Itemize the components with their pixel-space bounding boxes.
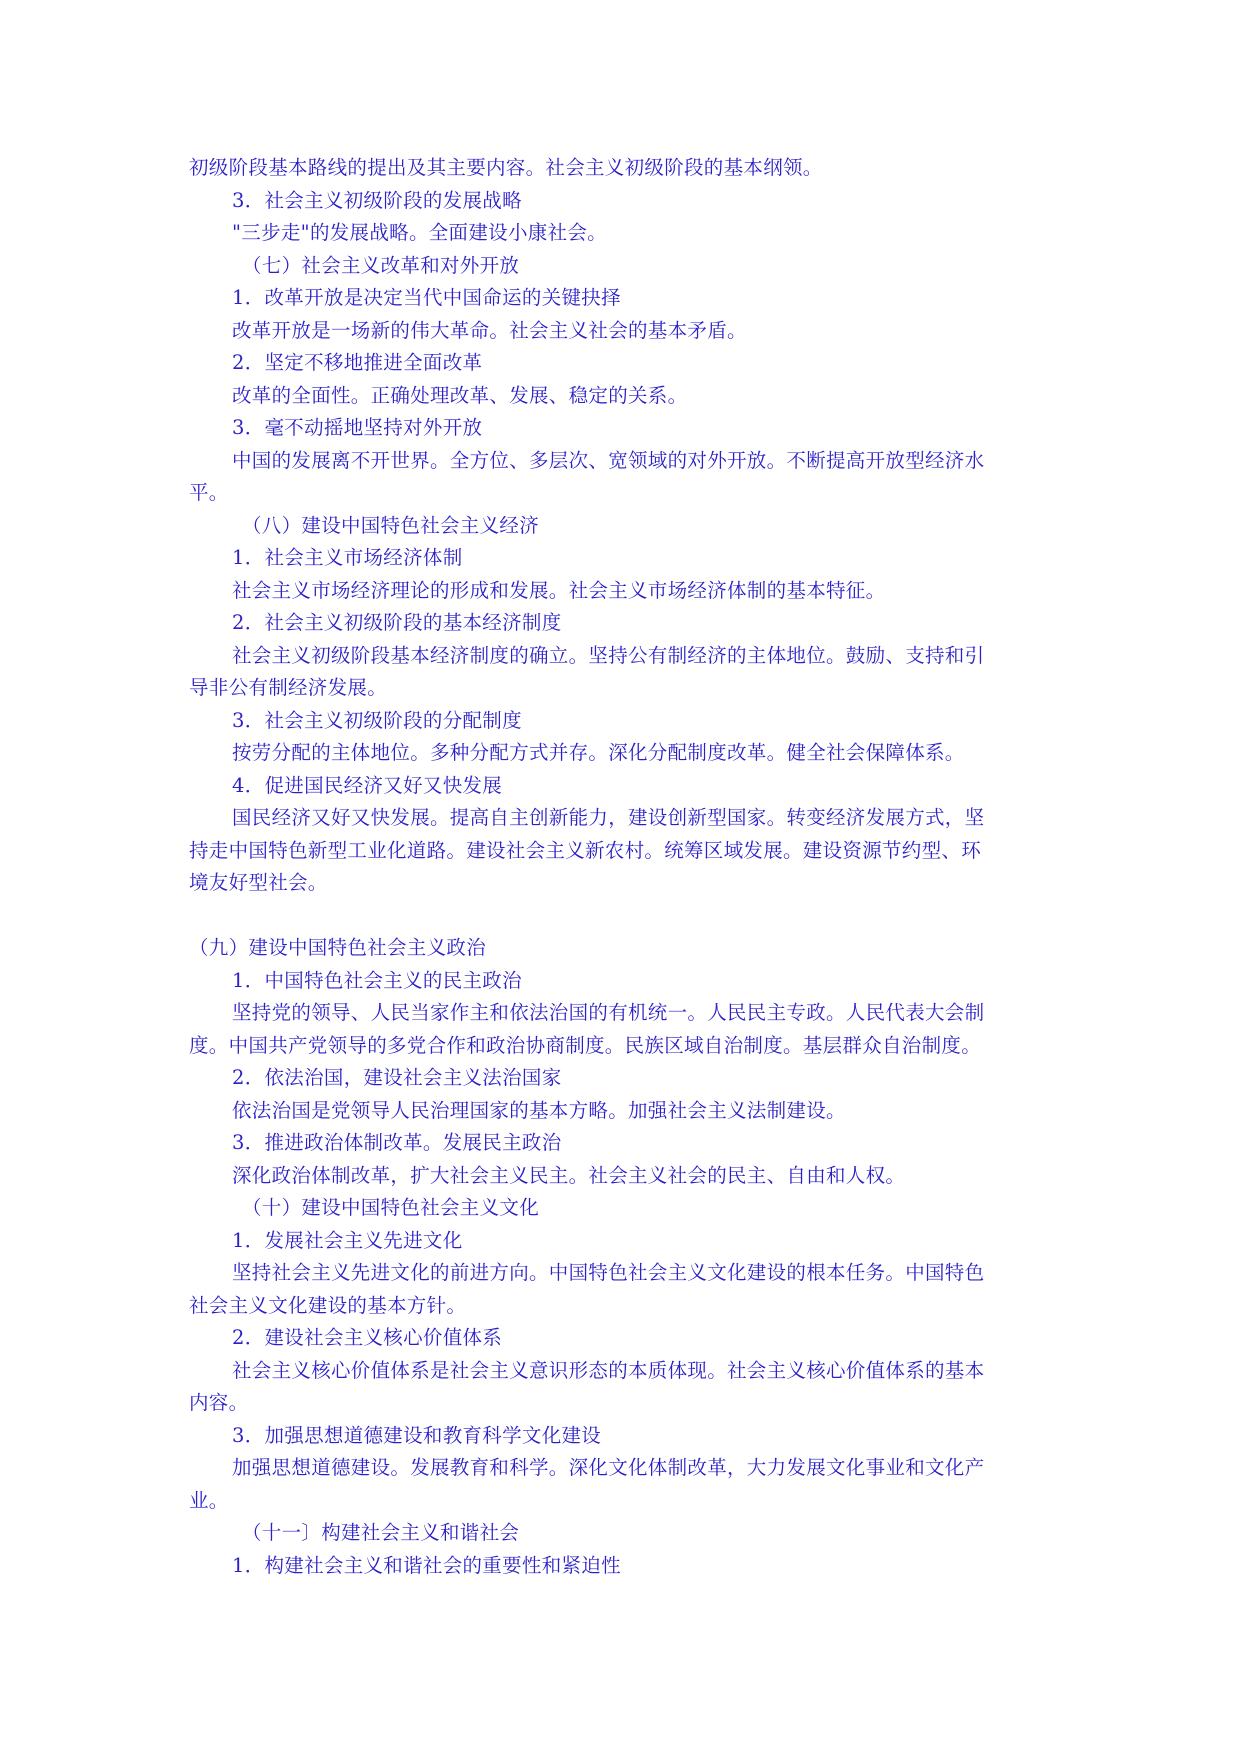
text-line: 国民经济又好又快发展。提高自主创新能力，建设创新型国家。转变经济发展方式，坚 — [232, 806, 985, 829]
text-line: 导非公有制经济发展。 — [189, 676, 388, 699]
text-line: 度。中国共产党领导的多党合作和政治协商制度。民族区域自治制度。基层群众自治制度。 — [189, 1033, 982, 1057]
text-line: "三步走"的发展战略。全面建设小康社会。 — [232, 221, 607, 244]
text-line: （十）建设中国特色社会主义文化 — [242, 1196, 540, 1219]
text-line: （十一〕构建社会主义和谐社会 — [242, 1521, 520, 1544]
blank-line — [189, 900, 1064, 933]
text-line: 1．改革开放是决定当代中国命运的关键抉择 — [232, 286, 621, 309]
text-line: 平。 — [189, 481, 229, 504]
text-line: 社会主义文化建设的基本方针。 — [189, 1293, 467, 1317]
text-line: 初级阶段基本路线的提出及其主要内容。社会主义初级阶段的基本纲领。 — [189, 156, 823, 179]
text-line: 3．社会主义初级阶段的发展战略 — [232, 188, 522, 212]
text-line: 1．中国特色社会主义的民主政治 — [232, 968, 522, 992]
text-line: 3．毫不动摇地坚持对外开放 — [232, 416, 483, 439]
text-line: 2．社会主义初级阶段的基本经济制度 — [232, 611, 562, 634]
text-line: 加强思想道德建设。发展教育和科学。深化文化体制改革，大力发展文化事业和文化产 — [232, 1456, 985, 1479]
text-line: 社会主义初级阶段基本经济制度的确立。坚持公有制经济的主体地位。鼓励、支持和引 — [232, 643, 985, 667]
text-line: （八）建设中国特色社会主义经济 — [242, 513, 540, 537]
document-body — [189, 152, 1064, 1582]
text-line: 3．推进政治体制改革。发展民主政治 — [232, 1131, 562, 1154]
text-line: 社会主义核心价值体系是社会主义意识形态的本质体现。社会主义核心价值体系的基本 — [232, 1358, 985, 1382]
text-line: 坚持党的领导、人民当家作主和依法治国的有机统一。人民民主专政。人民代表大会制 — [232, 1001, 985, 1024]
text-line: 4．促进国民经济又好又快发展 — [232, 773, 503, 797]
text-line: 3．加强思想道德建设和教育科学文化建设 — [232, 1423, 602, 1447]
text-line: 中国的发展离不开世界。全方位、多层次、宽领域的对外开放。不断提高开放型经济水 — [232, 448, 985, 472]
text-line: 改革的全面性。正确处理改革、发展、稳定的关系。 — [232, 383, 688, 407]
text-line: 内容。 — [189, 1391, 249, 1414]
text-line: 3．社会主义初级阶段的分配制度 — [232, 708, 522, 732]
text-line: 深化政治体制改革，扩大社会主义民主。社会主义社会的民主、自由和人权。 — [232, 1163, 906, 1187]
text-line: 业。 — [189, 1488, 229, 1512]
text-line: （七）社会主义改革和对外开放 — [242, 253, 520, 277]
text-line: 改革开放是一场新的伟大革命。社会主义社会的基本矛盾。 — [232, 318, 747, 342]
text-line: 按劳分配的主体地位。多种分配方式并存。深化分配制度改革。健全社会保障体系。 — [232, 741, 965, 764]
text-line: 坚持社会主义先进文化的前进方向。中国特色社会主义文化建设的根本任务。中国特色 — [232, 1261, 985, 1284]
text-line: 1．发展社会主义先进文化 — [232, 1228, 463, 1252]
text-line: 持走中国特色新型工业化道路。建设社会主义新农村。统筹区域发展。建设资源节约型、环 — [189, 838, 982, 862]
text-line: 2．依法治国，建设社会主义法治国家 — [232, 1066, 562, 1089]
text-line: 2．建设社会主义核心价值体系 — [232, 1326, 503, 1349]
text-line: 1．社会主义市场经济体制 — [232, 546, 463, 569]
text-line: 社会主义市场经济理论的形成和发展。社会主义市场经济体制的基本特征。 — [232, 578, 886, 602]
text-line: 2．坚定不移地推进全面改革 — [232, 351, 483, 374]
text-line: 1．构建社会主义和谐社会的重要性和紧迫性 — [232, 1553, 621, 1577]
text-line: 依法治国是党领导人民治理国家的基本方略。加强社会主义法制建设。 — [232, 1098, 846, 1122]
text-line: 境友好型社会。 — [189, 871, 328, 894]
text-line: （九）建设中国特色社会主义政治 — [189, 936, 487, 959]
